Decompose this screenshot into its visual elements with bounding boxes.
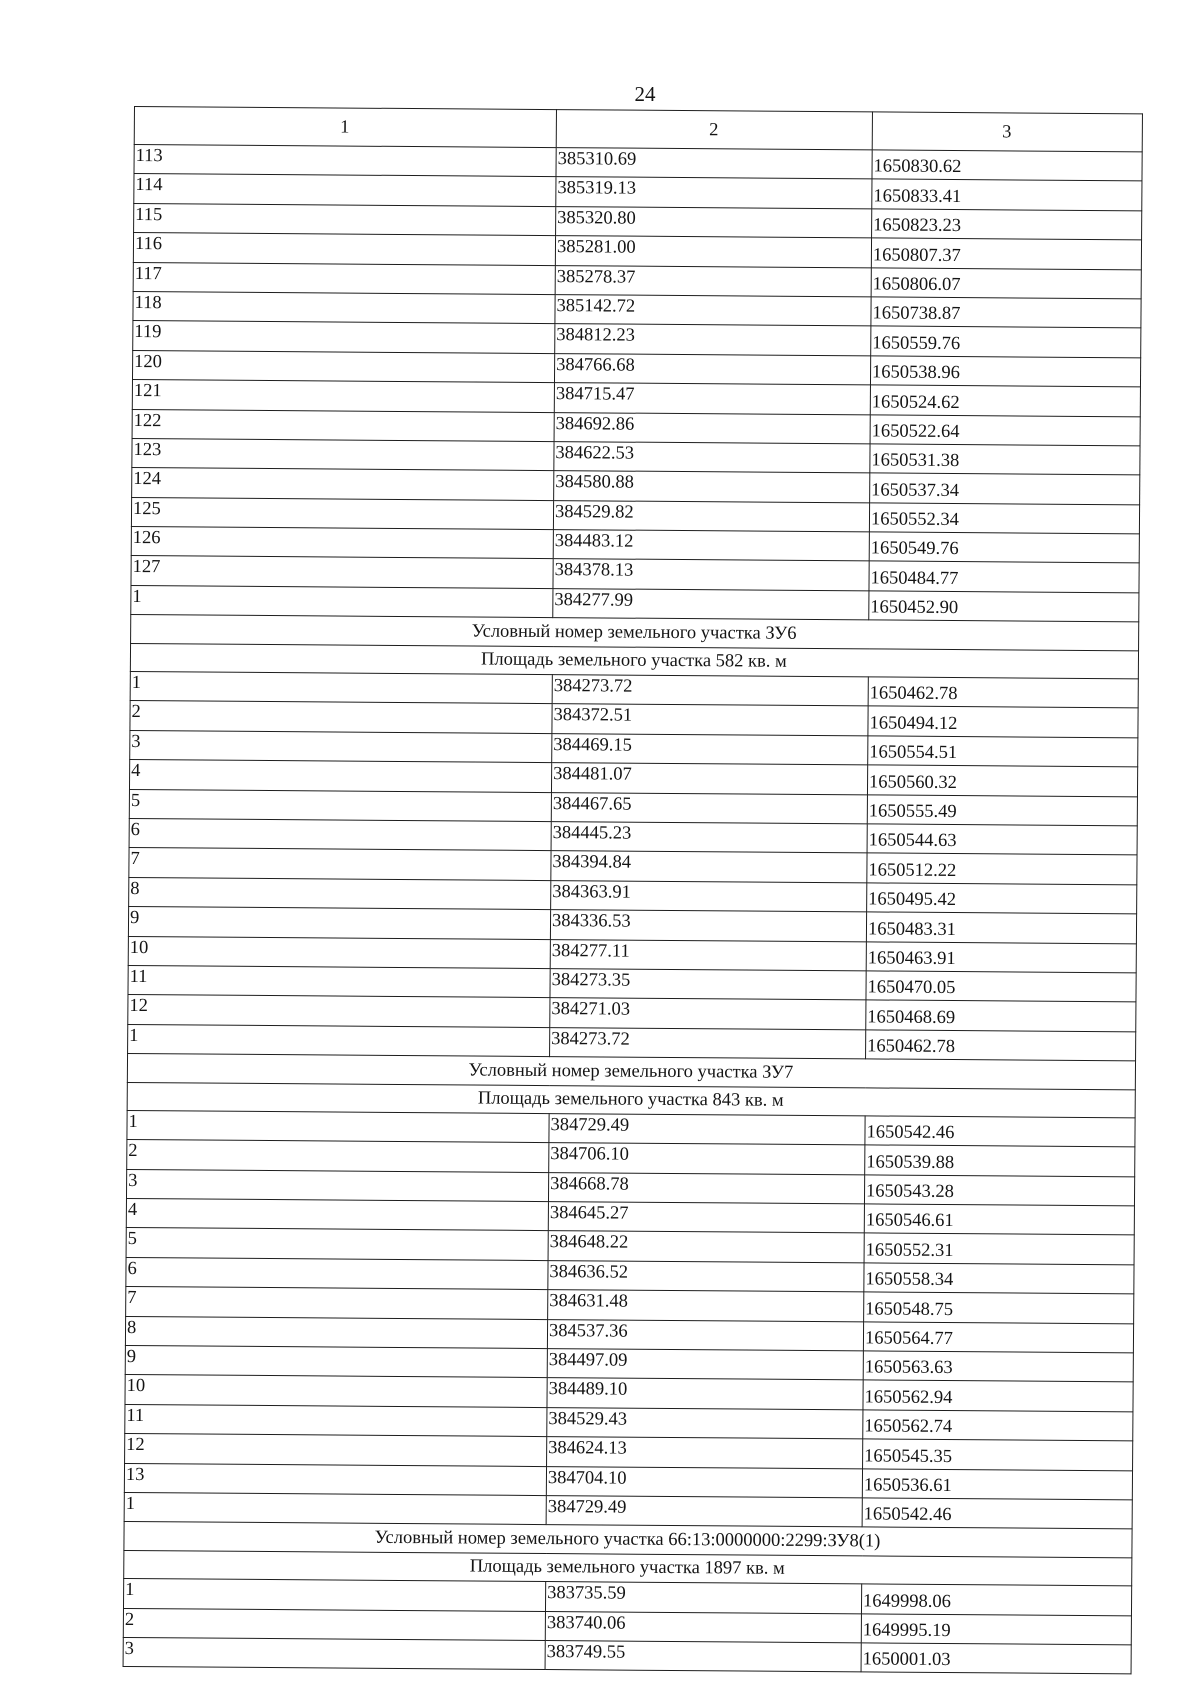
point-number: 1 (128, 1024, 550, 1056)
y-coordinate: 1650462.78 (866, 1030, 1136, 1061)
y-coordinate: 1650538.96 (870, 356, 1140, 387)
x-coordinate: 384631.48 (548, 1290, 864, 1322)
x-coordinate: 384529.43 (547, 1407, 863, 1439)
point-number: 10 (125, 1375, 547, 1407)
point-number: 9 (128, 907, 550, 939)
x-coordinate: 384624.13 (547, 1437, 863, 1469)
y-coordinate: 1650559.76 (871, 326, 1141, 357)
point-number: 122 (132, 409, 554, 441)
y-coordinate: 1650468.69 (866, 1000, 1136, 1031)
x-coordinate: 383749.55 (545, 1640, 861, 1672)
x-coordinate: 384529.82 (553, 500, 869, 532)
y-coordinate: 1650531.38 (870, 444, 1140, 475)
y-coordinate: 1650539.88 (865, 1145, 1135, 1176)
point-number: 13 (124, 1463, 546, 1495)
y-coordinate: 1650494.12 (868, 706, 1138, 737)
x-coordinate: 384363.91 (551, 880, 867, 912)
parcel-title: Условный номер земельного участка 66:13:0000000:2299:ЗУ8(1) (124, 1522, 1132, 1558)
parcel-area: Площадь земельного участка 843 кв. м (127, 1082, 1135, 1118)
x-coordinate: 384645.27 (548, 1202, 864, 1234)
y-coordinate: 1650549.76 (869, 532, 1139, 563)
coordinates-table-body (123, 107, 1142, 1675)
x-coordinate: 384580.88 (554, 471, 870, 503)
page-number: 24 (634, 82, 656, 106)
x-coordinate: 384622.53 (554, 441, 870, 473)
point-number: 5 (126, 1228, 548, 1260)
y-coordinate: 1650823.23 (872, 209, 1142, 240)
y-coordinate: 1650542.46 (862, 1498, 1132, 1529)
y-coordinate: 1650483.31 (866, 912, 1136, 943)
y-coordinate: 1650536.61 (862, 1468, 1132, 1499)
point-number: 1 (123, 1579, 545, 1611)
y-coordinate: 1650738.87 (871, 297, 1141, 328)
y-coordinate: 1650544.63 (867, 824, 1137, 855)
y-coordinate: 1650562.74 (863, 1410, 1133, 1441)
x-coordinate: 385319.13 (556, 177, 872, 209)
point-number: 1 (127, 1110, 549, 1142)
y-coordinate: 1650564.77 (863, 1322, 1133, 1353)
point-number: 5 (129, 789, 551, 821)
x-coordinate: 384273.72 (552, 675, 868, 707)
x-coordinate: 384537.36 (547, 1319, 863, 1351)
point-number: 10 (128, 936, 550, 968)
point-number: 8 (129, 877, 551, 909)
y-coordinate: 1650555.49 (867, 794, 1137, 825)
point-number: 124 (132, 468, 554, 500)
point-number: 1 (131, 585, 553, 617)
point-number: 1 (130, 672, 552, 704)
parcel-title: Условный номер земельного участка ЗУ6 (131, 615, 1139, 651)
x-coordinate: 384636.52 (548, 1260, 864, 1292)
y-coordinate: 1650542.46 (865, 1116, 1135, 1147)
y-coordinate: 1650548.75 (864, 1292, 1134, 1323)
y-coordinate: 1649998.06 (861, 1584, 1131, 1615)
x-coordinate: 384445.23 (551, 822, 867, 854)
y-coordinate: 1650522.64 (870, 414, 1140, 445)
y-coordinate: 1650807.37 (871, 238, 1141, 269)
point-number: 3 (123, 1637, 545, 1669)
point-number: 6 (129, 818, 551, 850)
point-number: 127 (131, 556, 553, 588)
point-number: 12 (125, 1434, 547, 1466)
y-coordinate: 1650462.78 (868, 677, 1138, 708)
y-coordinate: 1650563.63 (863, 1351, 1133, 1382)
y-coordinate: 1650546.61 (864, 1204, 1134, 1235)
point-number: 115 (134, 203, 556, 235)
point-number: 123 (132, 438, 554, 470)
x-coordinate: 384372.51 (552, 704, 868, 736)
point-number: 113 (134, 145, 556, 177)
x-coordinate: 384483.12 (553, 530, 869, 562)
point-number: 6 (126, 1257, 548, 1289)
parcel-area: Площадь земельного участка 582 кв. м (130, 643, 1138, 679)
x-coordinate: 384489.10 (547, 1378, 863, 1410)
x-coordinate: 384704.10 (546, 1466, 862, 1498)
x-coordinate: 383740.06 (545, 1611, 861, 1643)
point-number: 3 (130, 730, 552, 762)
header-x-coordinate: 2 (556, 110, 872, 150)
x-coordinate: 384766.68 (554, 353, 870, 385)
y-coordinate: 1650562.94 (863, 1380, 1133, 1411)
y-coordinate: 1650463.91 (866, 941, 1136, 972)
y-coordinate: 1650452.90 (869, 591, 1139, 622)
point-number: 1 (124, 1492, 546, 1524)
point-number: 4 (129, 760, 551, 792)
point-number: 8 (125, 1316, 547, 1348)
y-coordinate: 1650512.22 (867, 853, 1137, 884)
x-coordinate: 384812.23 (555, 324, 871, 356)
y-coordinate: 1650833.41 (872, 179, 1142, 210)
point-number: 2 (130, 701, 552, 733)
y-coordinate: 1650470.05 (866, 971, 1136, 1002)
point-number: 119 (133, 321, 555, 353)
x-coordinate: 385320.80 (556, 206, 872, 238)
x-coordinate: 384273.72 (550, 1027, 866, 1059)
point-number: 117 (133, 262, 555, 294)
point-number: 114 (134, 174, 556, 206)
header-y-coordinate: 3 (872, 112, 1142, 152)
y-coordinate: 1650495.42 (867, 883, 1137, 914)
coordinates-table (123, 106, 1143, 1675)
x-coordinate: 384271.03 (550, 998, 866, 1030)
x-coordinate: 384481.07 (551, 763, 867, 795)
x-coordinate: 385278.37 (555, 265, 871, 297)
x-coordinate: 384668.78 (548, 1172, 864, 1204)
point-number: 126 (131, 527, 553, 559)
point-number: 120 (132, 350, 554, 382)
y-coordinate: 1650537.34 (870, 473, 1140, 504)
point-number: 125 (131, 497, 553, 529)
x-coordinate: 383735.59 (545, 1582, 861, 1614)
x-coordinate: 384729.49 (549, 1113, 865, 1145)
x-coordinate: 385281.00 (555, 236, 871, 268)
point-number: 7 (129, 848, 551, 880)
x-coordinate: 384648.22 (548, 1231, 864, 1263)
y-coordinate: 1650554.51 (868, 736, 1138, 767)
point-number: 11 (125, 1404, 547, 1436)
parcel-title: Условный номер земельного участка ЗУ7 (127, 1054, 1135, 1090)
y-coordinate: 1650524.62 (870, 385, 1140, 416)
x-coordinate: 384277.99 (553, 588, 869, 620)
x-coordinate: 384336.53 (550, 910, 866, 942)
x-coordinate: 384706.10 (549, 1143, 865, 1175)
point-number: 12 (128, 995, 550, 1027)
y-coordinate: 1650830.62 (872, 150, 1142, 181)
header-point-number: 1 (134, 107, 556, 148)
x-coordinate: 384497.09 (547, 1349, 863, 1381)
x-coordinate: 384467.65 (551, 792, 867, 824)
point-number: 7 (126, 1287, 548, 1319)
y-coordinate: 1650545.35 (863, 1439, 1133, 1470)
x-coordinate: 384692.86 (554, 412, 870, 444)
x-coordinate: 385310.69 (556, 148, 872, 180)
y-coordinate: 1649995.19 (861, 1613, 1131, 1644)
point-number: 9 (125, 1345, 547, 1377)
y-coordinate: 1650543.28 (864, 1175, 1134, 1206)
point-number: 2 (123, 1608, 545, 1640)
y-coordinate: 1650552.31 (864, 1233, 1134, 1264)
point-number: 2 (127, 1140, 549, 1172)
point-number: 118 (133, 291, 555, 323)
x-coordinate: 384469.15 (552, 733, 868, 765)
parcel-area: Площадь земельного участка 1897 кв. м (124, 1550, 1132, 1586)
point-number: 4 (126, 1199, 548, 1231)
point-number: 116 (133, 233, 555, 265)
x-coordinate: 384729.49 (546, 1496, 862, 1528)
x-coordinate: 384273.35 (550, 969, 866, 1001)
x-coordinate: 384277.11 (550, 939, 866, 971)
x-coordinate: 384378.13 (553, 559, 869, 591)
y-coordinate: 1650484.77 (869, 561, 1139, 592)
y-coordinate: 1650552.34 (869, 503, 1139, 534)
point-number: 11 (128, 965, 550, 997)
y-coordinate: 1650558.34 (864, 1263, 1134, 1294)
table-row (123, 1637, 1131, 1674)
x-coordinate: 385142.72 (555, 295, 871, 327)
y-coordinate: 1650806.07 (871, 267, 1141, 298)
point-number: 121 (132, 380, 554, 412)
point-number: 3 (126, 1169, 548, 1201)
y-coordinate: 1650001.03 (861, 1643, 1131, 1674)
y-coordinate: 1650560.32 (867, 765, 1137, 796)
x-coordinate: 384394.84 (551, 851, 867, 883)
x-coordinate: 384715.47 (554, 383, 870, 415)
